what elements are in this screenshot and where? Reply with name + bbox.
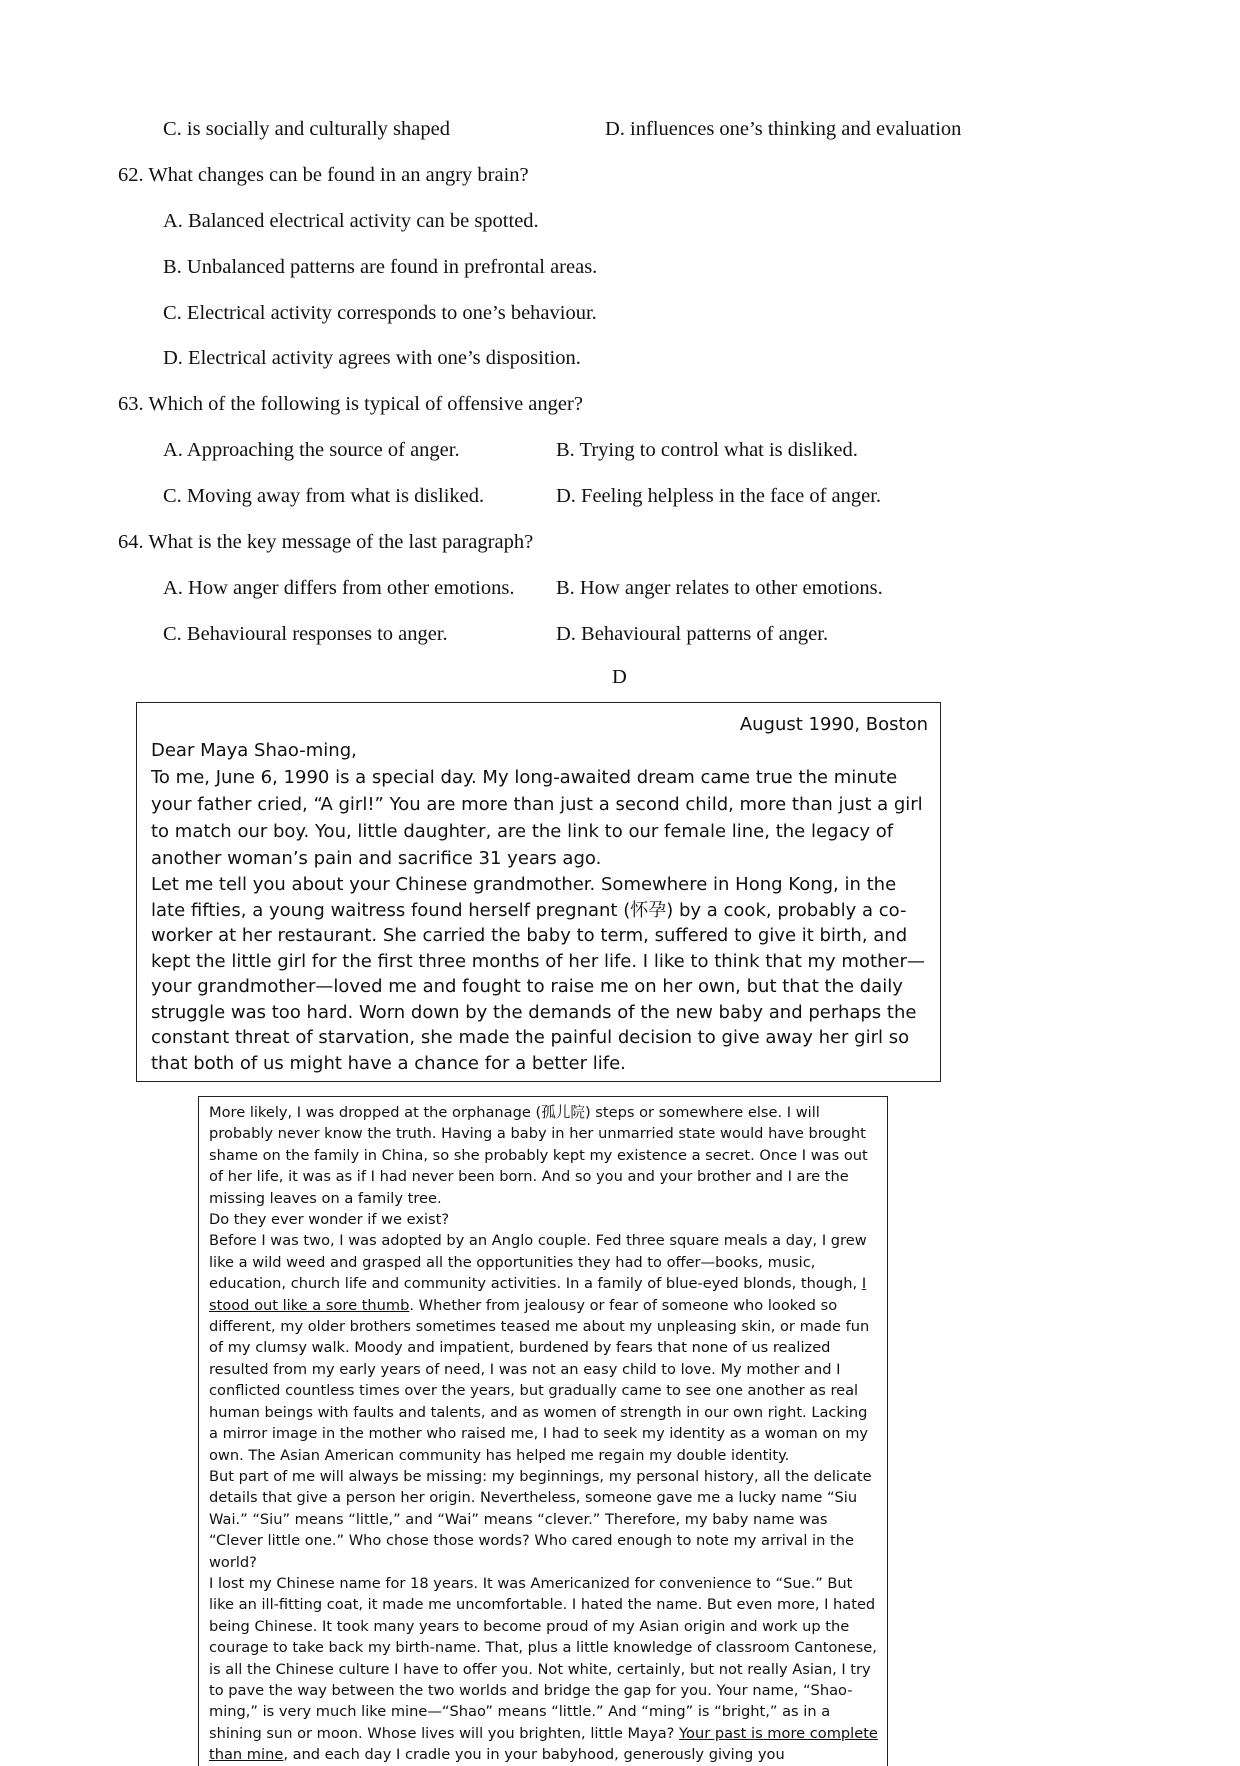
letter-paragraph-2: Let me tell you about your Chinese grandmother. Somewhere in Hong Kong, in the late fifties, a young waitress found herself pregnant (怀孕) by a cook, probably a co-worker at her restaurant. She carried the baby to term, suffered to give it birth, and kept the little girl for the first three months of her life. I like to think that my mother—your grandmother—loved me and fought to raise me on her own, but that the daily struggle was too hard. Worn down by the demands of the new baby and perhaps the constant threat of starvation, she made the painful decision to give away her girl so that both of us might have a chance for a better life. [151,874,925,1074]
letter-box-part-2 [198,1096,888,1766]
p5-text-before: Before I was two, I was adopted by an Anglo couple. Fed three square meals a day, I grew like a wild weed and grasped all the opportunities they had to offer—books, music, education, church life and community activities. In a family of blue-eyed blonds, though, [209,1232,867,1293]
q63-option-c: C. Moving away from what is disliked. [163,485,485,507]
section-label: D [612,666,627,688]
q64-option-b: B. How anger relates to other emotions. [556,577,883,599]
letter-date: August 1990, Boston [739,714,928,735]
q62-option-c: C. Electrical activity corresponds to one’s behaviour. [163,302,597,324]
q61-option-c: C. is socially and culturally shaped [163,118,450,140]
letter-paragraph-5 [209,1230,879,1465]
q64-option-a: A. How anger differs from other emotions. [163,577,515,599]
underlined-phrase-sore-thumb: I stood out like a sore thumb [209,1275,867,1314]
q64-option-d: D. Behavioural patterns of anger. [556,623,829,645]
letter-box-part-1 [136,702,941,1082]
q61-option-d: D. influences one’s thinking and evaluation [605,118,962,140]
underlined-phrase-past-more-complete: Your past is more complete than mine [209,1724,878,1764]
letter-paragraph-6: But part of me will always be missing: my beginnings, my personal history, all the delicate details that give a person her origin. Nevertheless, someone gave me a lucky name “Siu Wai.” “Siu” means “little,” and “Wai” means “clever.” Therefore, my baby name was “Clever little one.” Who chose those words? Who cared enough to note my arrival in the world? [209,1467,872,1571]
letter-paragraph-1: To me, June 6, 1990 is a special day. My long-awaited dream came true the minute your father cried, “A girl!” You are more than just a second child, more than just a girl to match our boy. You, little daughter, are the link to our female line, the legacy of another woman’s pain and sacrifice 31 years ago. [151,767,923,869]
p7-text-before: I lost my Chinese name for 18 years. It was Americanized for convenience to “Sue.” But like an ill-fitting coat, it made me uncomfortable. I hated the name. But even more, I hated being Chinese. It took many years to become proud of my Asian origin and work up the courage to take back my birth-name. That, plus a little knowledge of classroom Cantonese, is all the Chinese culture I have to offer you. Not white, certainly, but not really Asian, I try to pave the way between the two worlds and bridge the gap for you. Your name, “Shao-ming,” is very much like mine—“Shao” means “little.” And “ming” is “bright,” as in a shining sun or moon. Whose lives will you brighten, little Maya? [209,1574,877,1742]
q63-option-b: B. Trying to control what is disliked. [556,439,858,461]
q62-option-b: B. Unbalanced patterns are found in prefrontal areas. [163,256,598,278]
q64-option-c: C. Behavioural responses to anger. [163,623,448,645]
q62-stem: 62. What changes can be found in an angry brain? [118,164,529,186]
q62-option-d: D. Electrical activity agrees with one’s disposition. [163,347,581,369]
q63-option-a: A. Approaching the source of anger. [163,439,460,461]
letter-paragraph-3: More likely, I was dropped at the orphanage (孤儿院) steps or somewhere else. I will probably never know the truth. Having a baby in her unmarried state would have brought shame on the family in China, so she probably kept my existence a secret. Once I was out of her life, it was as if I had never been born. And so you and your brother and I are the missing leaves on a family tree. [209,1104,868,1207]
letter-paragraph-4: Do they ever wonder if we exist? [209,1211,450,1229]
letter-paragraph-7 [209,1573,879,1766]
q63-option-d: D. Feeling helpless in the face of anger. [556,485,882,507]
q63-stem: 63. Which of the following is typical of offensive anger? [118,393,583,415]
q64-stem: 64. What is the key message of the last paragraph? [118,531,534,553]
letter-salutation: Dear Maya Shao-ming, [151,740,357,761]
p5-text-after: . Whether from jealousy or fear of someone who looked so different, my older brothers sometimes teased me about my unpleasing skin, or made fun of my clumsy walk. Moody and impatient, burdened by fears that none of us realized resulted from my early years of need, I was not an easy child to love. My mother and I conflicted countless times over the years, but gradually came to see one another as real human beings with faults and talents, and as women of strength in our own right. Lacking a mirror image in the mother who raised me, I had to seek my identity as a woman on my own. The Asian American community has helped me regain my double identity. [209,1296,870,1464]
p7-text-after: , and each day I cradle you in your babyhood, generously giving you [283,1746,785,1764]
q62-option-a: A. Balanced electrical activity can be spotted. [163,210,539,232]
